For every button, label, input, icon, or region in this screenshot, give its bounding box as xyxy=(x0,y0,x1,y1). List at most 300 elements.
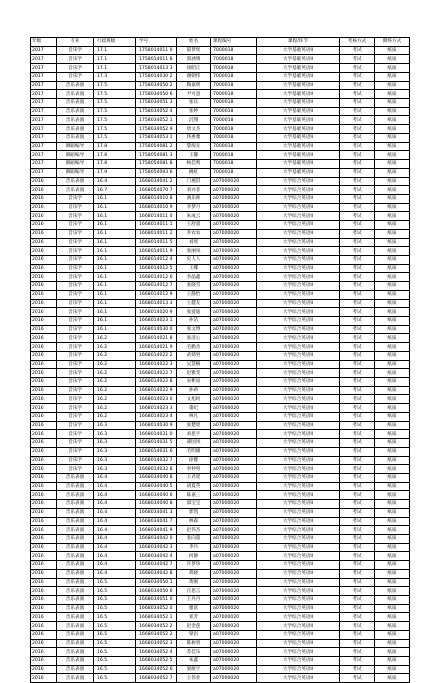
table-cell[interactable]: 16.1 xyxy=(94,238,136,247)
table-cell[interactable]: 梁航宇 xyxy=(177,665,211,674)
table-cell[interactable]: 纸质 xyxy=(375,334,410,343)
table-cell[interactable]: 1668014021 9 xyxy=(136,343,177,352)
table-cell[interactable]: 16.5 xyxy=(94,674,136,683)
table-cell[interactable]: 音乐表演 xyxy=(57,578,94,587)
table-cell[interactable]: 考试 xyxy=(340,282,375,291)
table-cell[interactable]: 音乐学 xyxy=(57,334,94,343)
table-cell[interactable]: 考试 xyxy=(340,622,375,631)
table-cell[interactable]: a07000020 xyxy=(211,343,257,352)
table-cell[interactable]: 武婧男 xyxy=(177,351,211,360)
table-cell[interactable]: 大学综合英语II xyxy=(257,378,340,387)
table-cell[interactable]: 考试 xyxy=(340,203,375,212)
table-cell[interactable]: 2017 xyxy=(31,151,57,160)
table-cell[interactable]: 黎海先 xyxy=(177,142,211,151)
table-cell[interactable]: 大学综合英语II xyxy=(257,404,340,413)
table-cell[interactable]: 大学综合英语II xyxy=(257,648,340,657)
table-cell[interactable]: 考试 xyxy=(340,351,375,360)
table-cell[interactable]: 吴慧楠 xyxy=(177,360,211,369)
table-cell[interactable]: a07000020 xyxy=(211,351,257,360)
table-cell[interactable]: 张钰 xyxy=(177,99,211,108)
table-cell[interactable]: 大学综合英语II xyxy=(257,534,340,543)
table-cell[interactable]: 纸质 xyxy=(375,534,410,543)
table-cell[interactable]: 考试 xyxy=(340,395,375,404)
table-cell[interactable]: 7000018 xyxy=(211,81,257,90)
table-cell[interactable]: a07000020 xyxy=(211,395,257,404)
table-cell[interactable]: 16.1 xyxy=(94,282,136,291)
table-cell[interactable]: 考试 xyxy=(340,526,375,535)
table-cell[interactable]: 17.1 xyxy=(94,55,136,64)
table-cell[interactable]: 陶嘉明 xyxy=(177,81,211,90)
table-cell[interactable]: 1668034041 3 xyxy=(136,508,177,517)
table-cell[interactable]: 2016 xyxy=(31,308,57,317)
table-cell[interactable]: a07000020 xyxy=(211,404,257,413)
table-cell[interactable]: 1758014013 3 xyxy=(136,64,177,73)
table-cell[interactable]: 16.1 xyxy=(94,290,136,299)
table-cell[interactable]: a07000020 xyxy=(211,639,257,648)
table-cell[interactable]: 16.5 xyxy=(94,613,136,622)
table-cell[interactable]: a07000020 xyxy=(211,430,257,439)
table-cell[interactable]: 大学综合英语II xyxy=(257,500,340,509)
table-cell[interactable]: 音乐学 xyxy=(57,238,94,247)
table-cell[interactable]: 张文博 xyxy=(177,325,211,334)
table-cell[interactable]: a07000020 xyxy=(211,386,257,395)
table-cell[interactable]: 16.3 xyxy=(94,439,136,448)
table-cell[interactable]: 纸质 xyxy=(375,212,410,221)
table-cell[interactable]: 纸质 xyxy=(375,665,410,674)
table-cell[interactable]: 考试 xyxy=(340,55,375,64)
table-cell[interactable]: 大学综合英语II xyxy=(257,395,340,404)
table-cell[interactable]: a07000020 xyxy=(211,596,257,605)
table-cell[interactable]: 黄刚 xyxy=(177,578,211,587)
table-cell[interactable]: 大学综合英语II xyxy=(257,412,340,421)
table-cell[interactable]: 纸质 xyxy=(375,465,410,474)
table-cell[interactable]: a07000020 xyxy=(211,255,257,264)
table-cell[interactable]: 纸质 xyxy=(375,247,410,256)
table-cell[interactable]: 大学基础英语II xyxy=(257,90,340,99)
table-cell[interactable]: 考试 xyxy=(340,561,375,570)
table-cell[interactable]: 考试 xyxy=(340,604,375,613)
table-cell[interactable]: 1668014023 3 xyxy=(136,404,177,413)
table-cell[interactable]: 考试 xyxy=(340,465,375,474)
table-cell[interactable]: 2016 xyxy=(31,203,57,212)
table-cell[interactable]: 16.1 xyxy=(94,317,136,326)
table-cell[interactable]: 纸质 xyxy=(375,116,410,125)
table-cell[interactable]: 16.1 xyxy=(94,299,136,308)
table-cell[interactable]: 大学综合英语II xyxy=(257,596,340,605)
table-cell[interactable]: 1668034040 5 xyxy=(136,482,177,491)
table-cell[interactable]: 大学综合英语II xyxy=(257,360,340,369)
table-cell[interactable]: 音乐学 xyxy=(57,447,94,456)
table-cell[interactable]: 大学基础英语II xyxy=(257,151,340,160)
table-cell[interactable]: 纸质 xyxy=(375,360,410,369)
table-cell[interactable]: 2017 xyxy=(31,99,57,108)
table-cell[interactable]: 音乐学 xyxy=(57,212,94,221)
table-cell[interactable]: 2016 xyxy=(31,456,57,465)
table-cell[interactable]: 1668014023 1 xyxy=(136,317,177,326)
table-cell[interactable]: 考试 xyxy=(340,674,375,683)
table-cell[interactable]: 大学综合英语II xyxy=(257,264,340,273)
table-cell[interactable]: a07000020 xyxy=(211,290,257,299)
table-cell[interactable]: 1668034052 1 xyxy=(136,613,177,622)
table-cell[interactable]: 16.4 xyxy=(94,482,136,491)
table-cell[interactable]: 大学基础英语II xyxy=(257,168,340,177)
table-cell[interactable]: 音乐表演 xyxy=(57,500,94,509)
table-cell[interactable]: a07000020 xyxy=(211,587,257,596)
table-cell[interactable]: 16.1 xyxy=(94,273,136,282)
table-cell[interactable]: 考试 xyxy=(340,569,375,578)
table-cell[interactable]: 大学综合英语II xyxy=(257,622,340,631)
table-cell[interactable]: 考试 xyxy=(340,299,375,308)
table-cell[interactable]: 刘思宇 xyxy=(177,430,211,439)
table-cell[interactable]: 大学综合英语II xyxy=(257,543,340,552)
table-cell[interactable]: 1668014022 8 xyxy=(136,378,177,387)
table-cell[interactable]: 1668014032 8 xyxy=(136,465,177,474)
table-cell[interactable]: 1758014011 8 xyxy=(136,55,177,64)
table-cell[interactable]: 大学综合英语II xyxy=(257,665,340,674)
table-cell[interactable]: 1668014031 0 xyxy=(136,430,177,439)
table-cell[interactable]: 2016 xyxy=(31,395,57,404)
table-cell[interactable]: 2016 xyxy=(31,465,57,474)
table-cell[interactable]: 1668014011 5 xyxy=(136,238,177,247)
table-cell[interactable]: 17.5 xyxy=(94,81,136,90)
table-cell[interactable]: 音乐表演 xyxy=(57,665,94,674)
table-cell[interactable]: 纸质 xyxy=(375,543,410,552)
table-cell[interactable]: a07000020 xyxy=(211,177,257,186)
table-cell[interactable]: 考试 xyxy=(340,665,375,674)
table-cell[interactable]: 1668034052 6 xyxy=(136,665,177,674)
table-cell[interactable]: 考试 xyxy=(340,500,375,509)
table-cell[interactable]: 1758034050 2 xyxy=(136,81,177,90)
table-cell[interactable]: a07000020 xyxy=(211,317,257,326)
table-cell[interactable]: a07000020 xyxy=(211,552,257,561)
table-cell[interactable]: a07000020 xyxy=(211,465,257,474)
table-cell[interactable]: 考试 xyxy=(340,587,375,596)
table-cell[interactable]: 大学综合英语II xyxy=(257,578,340,587)
table-cell[interactable]: 音乐表演 xyxy=(57,587,94,596)
table-cell[interactable]: a07000020 xyxy=(211,534,257,543)
table-cell[interactable]: 1668014023 0 xyxy=(136,395,177,404)
table-cell[interactable]: a07000020 xyxy=(211,412,257,421)
table-cell[interactable]: a07000020 xyxy=(211,212,257,221)
table-cell[interactable]: 乔农农 xyxy=(177,229,211,238)
table-cell[interactable]: 2016 xyxy=(31,325,57,334)
table-cell[interactable]: 16.5 xyxy=(94,657,136,666)
table-cell[interactable]: 考试 xyxy=(340,317,375,326)
table-cell[interactable]: 音乐学 xyxy=(57,386,94,395)
table-cell[interactable]: 大学综合英语II xyxy=(257,482,340,491)
table-cell[interactable]: 2016 xyxy=(31,221,57,230)
table-cell[interactable]: 2017 xyxy=(31,90,57,99)
table-cell[interactable]: a07000020 xyxy=(211,447,257,456)
table-cell[interactable]: 2016 xyxy=(31,177,57,186)
table-cell[interactable]: 大学综合英语II xyxy=(257,334,340,343)
table-cell[interactable]: 1668034051 0 xyxy=(136,596,177,605)
table-cell[interactable]: 16.1 xyxy=(94,194,136,203)
table-cell[interactable]: 2016 xyxy=(31,508,57,517)
table-cell[interactable]: 1668034042 3 xyxy=(136,543,177,552)
table-cell[interactable]: 1668034052 3 xyxy=(136,639,177,648)
table-cell[interactable]: 大学综合英语II xyxy=(257,456,340,465)
table-cell[interactable]: 王舒量 xyxy=(177,221,211,230)
table-cell[interactable]: 2016 xyxy=(31,526,57,535)
table-cell[interactable]: 2016 xyxy=(31,569,57,578)
table-cell[interactable]: 16.3 xyxy=(94,421,136,430)
table-cell[interactable]: 16.4 xyxy=(94,569,136,578)
table-cell[interactable]: 纸质 xyxy=(375,194,410,203)
table-cell[interactable]: 张晓雪 xyxy=(177,282,211,291)
table-cell[interactable]: 17.5 xyxy=(94,90,136,99)
table-cell[interactable]: 考试 xyxy=(340,439,375,448)
table-cell[interactable]: 1758054081 3 xyxy=(136,151,177,160)
table-cell[interactable]: 2016 xyxy=(31,255,57,264)
table-cell[interactable]: 邓芳 xyxy=(177,613,211,622)
table-cell[interactable]: 16.4 xyxy=(94,177,136,186)
table-cell[interactable]: 音乐学 xyxy=(57,282,94,291)
table-cell[interactable]: 郭涵瑀 xyxy=(177,55,211,64)
table-cell[interactable]: 考试 xyxy=(340,212,375,221)
table-cell[interactable]: 7000018 xyxy=(211,107,257,116)
table-cell[interactable]: 16.1 xyxy=(94,221,136,230)
table-cell[interactable]: a07000020 xyxy=(211,247,257,256)
table-cell[interactable]: 2016 xyxy=(31,596,57,605)
table-cell[interactable]: a07000020 xyxy=(211,526,257,535)
table-cell[interactable]: 考试 xyxy=(340,116,375,125)
table-cell[interactable]: 2016 xyxy=(31,238,57,247)
table-cell[interactable]: 1668034052 4 xyxy=(136,648,177,657)
table-cell[interactable]: 大学综合英语II xyxy=(257,351,340,360)
table-cell[interactable]: 1668014020 9 xyxy=(136,308,177,317)
table-cell[interactable]: a07000020 xyxy=(211,221,257,230)
table-cell[interactable]: 考试 xyxy=(340,72,375,81)
table-cell[interactable]: 纸质 xyxy=(375,491,410,500)
table-cell[interactable]: 2016 xyxy=(31,247,57,256)
table-cell[interactable]: 1758034052 9 xyxy=(136,125,177,134)
table-cell[interactable]: 李晶鑫 xyxy=(177,273,211,282)
table-cell[interactable]: 音乐学 xyxy=(57,290,94,299)
table-cell[interactable]: 纸质 xyxy=(375,622,410,631)
table-cell[interactable]: 朱成云 xyxy=(177,212,211,221)
table-cell[interactable]: 7000018 xyxy=(211,46,257,55)
table-cell[interactable]: 大学综合英语II xyxy=(257,282,340,291)
table-cell[interactable]: 尹可意 xyxy=(177,90,211,99)
table-cell[interactable]: 音乐学 xyxy=(57,221,94,230)
table-cell[interactable]: 音乐表演 xyxy=(57,596,94,605)
table-cell[interactable]: 1668034052 2 xyxy=(136,630,177,639)
table-cell[interactable]: 音乐学 xyxy=(57,456,94,465)
table-cell[interactable]: 纸质 xyxy=(375,412,410,421)
table-cell[interactable]: 17.8 xyxy=(94,142,136,151)
table-cell[interactable]: 考试 xyxy=(340,133,375,142)
table-cell[interactable]: 考试 xyxy=(340,264,375,273)
table-cell[interactable]: 7000018 xyxy=(211,72,257,81)
table-cell[interactable]: 大学综合英语II xyxy=(257,273,340,282)
table-cell[interactable]: 1668014011 1 xyxy=(136,221,177,230)
table-cell[interactable]: 大学综合英语II xyxy=(257,290,340,299)
table-cell[interactable]: a07000020 xyxy=(211,569,257,578)
table-cell[interactable]: 2016 xyxy=(31,212,57,221)
table-cell[interactable]: 张清心 xyxy=(177,334,211,343)
table-cell[interactable]: 大学综合英语II xyxy=(257,517,340,526)
table-cell[interactable]: 音乐表演 xyxy=(57,526,94,535)
table-cell[interactable]: 16.3 xyxy=(94,456,136,465)
table-cell[interactable]: 2017 xyxy=(31,168,57,177)
table-cell[interactable]: 舞蹈编导 xyxy=(57,168,94,177)
table-cell[interactable]: 纸质 xyxy=(375,578,410,587)
table-cell[interactable]: 16.5 xyxy=(94,648,136,657)
table-cell[interactable]: 2016 xyxy=(31,473,57,482)
table-cell[interactable]: 7000018 xyxy=(211,116,257,125)
table-cell[interactable]: 2017 xyxy=(31,142,57,151)
table-cell[interactable]: 纸质 xyxy=(375,133,410,142)
header-cell[interactable]: 行政班级 xyxy=(94,38,136,47)
table-cell[interactable]: 考试 xyxy=(340,578,375,587)
table-cell[interactable]: 纸质 xyxy=(375,72,410,81)
table-cell[interactable]: 音乐学 xyxy=(57,465,94,474)
table-cell[interactable]: 考试 xyxy=(340,404,375,413)
table-cell[interactable]: 大学综合英语II xyxy=(257,552,340,561)
table-cell[interactable]: 1668014032 7 xyxy=(136,456,177,465)
table-cell[interactable]: 纸质 xyxy=(375,447,410,456)
table-cell[interactable]: 大学基础英语II xyxy=(257,46,340,55)
table-cell[interactable]: 纸质 xyxy=(375,517,410,526)
table-cell[interactable]: 2016 xyxy=(31,587,57,596)
table-cell[interactable]: a07000020 xyxy=(211,543,257,552)
table-cell[interactable]: 音乐学 xyxy=(57,255,94,264)
table-cell[interactable]: 考试 xyxy=(340,151,375,160)
table-cell[interactable]: 16.3 xyxy=(94,465,136,474)
table-cell[interactable]: 大学综合英语II xyxy=(257,674,340,683)
table-cell[interactable]: 李丹 xyxy=(177,543,211,552)
table-cell[interactable]: 17.1 xyxy=(94,46,136,55)
table-cell[interactable]: 纸质 xyxy=(375,255,410,264)
table-cell[interactable]: 大学综合英语II xyxy=(257,369,340,378)
table-cell[interactable]: 大学综合英语II xyxy=(257,473,340,482)
table-cell[interactable]: 1668034040 8 xyxy=(136,500,177,509)
table-cell[interactable]: 舞蹈编导 xyxy=(57,142,94,151)
table-cell[interactable]: 16.5 xyxy=(94,639,136,648)
table-cell[interactable]: 大学综合英语II xyxy=(257,238,340,247)
table-cell[interactable]: 音乐表演 xyxy=(57,630,94,639)
table-cell[interactable]: 17.5 xyxy=(94,107,136,116)
table-cell[interactable]: 考试 xyxy=(340,369,375,378)
table-cell[interactable]: 大学综合英语II xyxy=(257,247,340,256)
table-cell[interactable]: 16.2 xyxy=(94,369,136,378)
header-cell[interactable]: 期终方式 xyxy=(375,38,410,47)
table-cell[interactable]: 赵金莲 xyxy=(177,622,211,631)
table-cell[interactable]: 姚虹 xyxy=(177,168,211,177)
table-cell[interactable]: 赵雅雯 xyxy=(177,369,211,378)
table-cell[interactable]: 音乐表演 xyxy=(57,177,94,186)
table-cell[interactable]: 1668034042 0 xyxy=(136,534,177,543)
table-cell[interactable]: 16.1 xyxy=(94,229,136,238)
table-cell[interactable]: 2016 xyxy=(31,229,57,238)
table-cell[interactable]: 2017 xyxy=(31,125,57,134)
table-cell[interactable]: 唐文杰 xyxy=(177,125,211,134)
table-cell[interactable]: a07000020 xyxy=(211,203,257,212)
table-cell[interactable]: 音乐表演 xyxy=(57,482,94,491)
table-cell[interactable]: 2017 xyxy=(31,81,57,90)
table-cell[interactable]: 考试 xyxy=(340,255,375,264)
table-cell[interactable]: 2016 xyxy=(31,534,57,543)
table-cell[interactable]: a07000020 xyxy=(211,456,257,465)
table-cell[interactable]: 纸质 xyxy=(375,299,410,308)
table-cell[interactable]: 16.4 xyxy=(94,500,136,509)
table-cell[interactable]: a07000020 xyxy=(211,369,257,378)
table-cell[interactable]: 2016 xyxy=(31,552,57,561)
table-cell[interactable]: 2016 xyxy=(31,194,57,203)
table-cell[interactable]: 2016 xyxy=(31,630,57,639)
table-cell[interactable]: 音乐表演 xyxy=(57,534,94,543)
table-cell[interactable]: 1668034040 6 xyxy=(136,491,177,500)
table-cell[interactable]: 音乐学 xyxy=(57,55,94,64)
table-cell[interactable]: 1668014031 5 xyxy=(136,439,177,448)
table-cell[interactable]: a07000020 xyxy=(211,648,257,657)
table-cell[interactable]: 16.2 xyxy=(94,378,136,387)
table-cell[interactable]: 考试 xyxy=(340,447,375,456)
table-cell[interactable]: 王馨 xyxy=(177,151,211,160)
table-cell[interactable]: 17.5 xyxy=(94,125,136,134)
table-cell[interactable]: 2016 xyxy=(31,657,57,666)
table-cell[interactable]: 1668034041 2 xyxy=(136,177,177,186)
table-cell[interactable]: 2016 xyxy=(31,386,57,395)
table-cell[interactable]: 梁岩 xyxy=(177,630,211,639)
table-cell[interactable]: 1758014011 0 xyxy=(136,46,177,55)
table-cell[interactable]: 音乐表演 xyxy=(57,674,94,683)
table-cell[interactable]: 1668014011 9 xyxy=(136,247,177,256)
table-cell[interactable]: 朱鑫 xyxy=(177,657,211,666)
table-cell[interactable]: 音乐表演 xyxy=(57,116,94,125)
table-cell[interactable]: 纸质 xyxy=(375,64,410,73)
table-cell[interactable]: 音乐表演 xyxy=(57,133,94,142)
table-cell[interactable]: 张婷 xyxy=(177,107,211,116)
table-cell[interactable]: 音乐学 xyxy=(57,247,94,256)
table-cell[interactable]: 7000018 xyxy=(211,90,257,99)
table-cell[interactable]: 音乐表演 xyxy=(57,81,94,90)
table-cell[interactable]: 毛明雄 xyxy=(177,447,211,456)
table-cell[interactable]: a07000020 xyxy=(211,604,257,613)
table-cell[interactable]: 1758034053 1 xyxy=(136,133,177,142)
table-cell[interactable]: 纸质 xyxy=(375,456,410,465)
table-cell[interactable]: 林凡 xyxy=(177,412,211,421)
header-cell[interactable]: 课程/环节 xyxy=(257,38,340,47)
table-cell[interactable]: 音乐表演 xyxy=(57,613,94,622)
table-cell[interactable]: 大学综合英语II xyxy=(257,343,340,352)
table-cell[interactable]: 大学综合英语II xyxy=(257,639,340,648)
table-cell[interactable]: 大学综合英语II xyxy=(257,186,340,195)
table-cell[interactable]: 郭凯 xyxy=(177,508,211,517)
table-cell[interactable]: 郁梦瑶 xyxy=(177,46,211,55)
table-cell[interactable]: 纸质 xyxy=(375,99,410,108)
table-cell[interactable]: 2016 xyxy=(31,273,57,282)
table-cell[interactable]: 大学综合英语II xyxy=(257,221,340,230)
table-cell[interactable]: 大学综合英语II xyxy=(257,421,340,430)
table-cell[interactable]: 大学基础英语II xyxy=(257,81,340,90)
table-cell[interactable]: 1668014031 6 xyxy=(136,447,177,456)
table-cell[interactable]: 蒋晓 xyxy=(177,569,211,578)
table-cell[interactable]: 纸质 xyxy=(375,395,410,404)
table-cell[interactable]: 纸质 xyxy=(375,508,410,517)
table-cell[interactable]: 考试 xyxy=(340,543,375,552)
table-cell[interactable]: 满乐师 xyxy=(177,194,211,203)
table-cell[interactable]: 李仲男 xyxy=(177,465,211,474)
table-cell[interactable]: 考试 xyxy=(340,247,375,256)
table-cell[interactable]: 1668034042 8 xyxy=(136,569,177,578)
table-cell[interactable]: a07000020 xyxy=(211,360,257,369)
table-cell[interactable]: 1668014022 3 xyxy=(136,360,177,369)
header-cell[interactable]: 课程编号 xyxy=(211,38,257,47)
table-cell[interactable]: 纸质 xyxy=(375,273,410,282)
table-cell[interactable]: 考试 xyxy=(340,430,375,439)
